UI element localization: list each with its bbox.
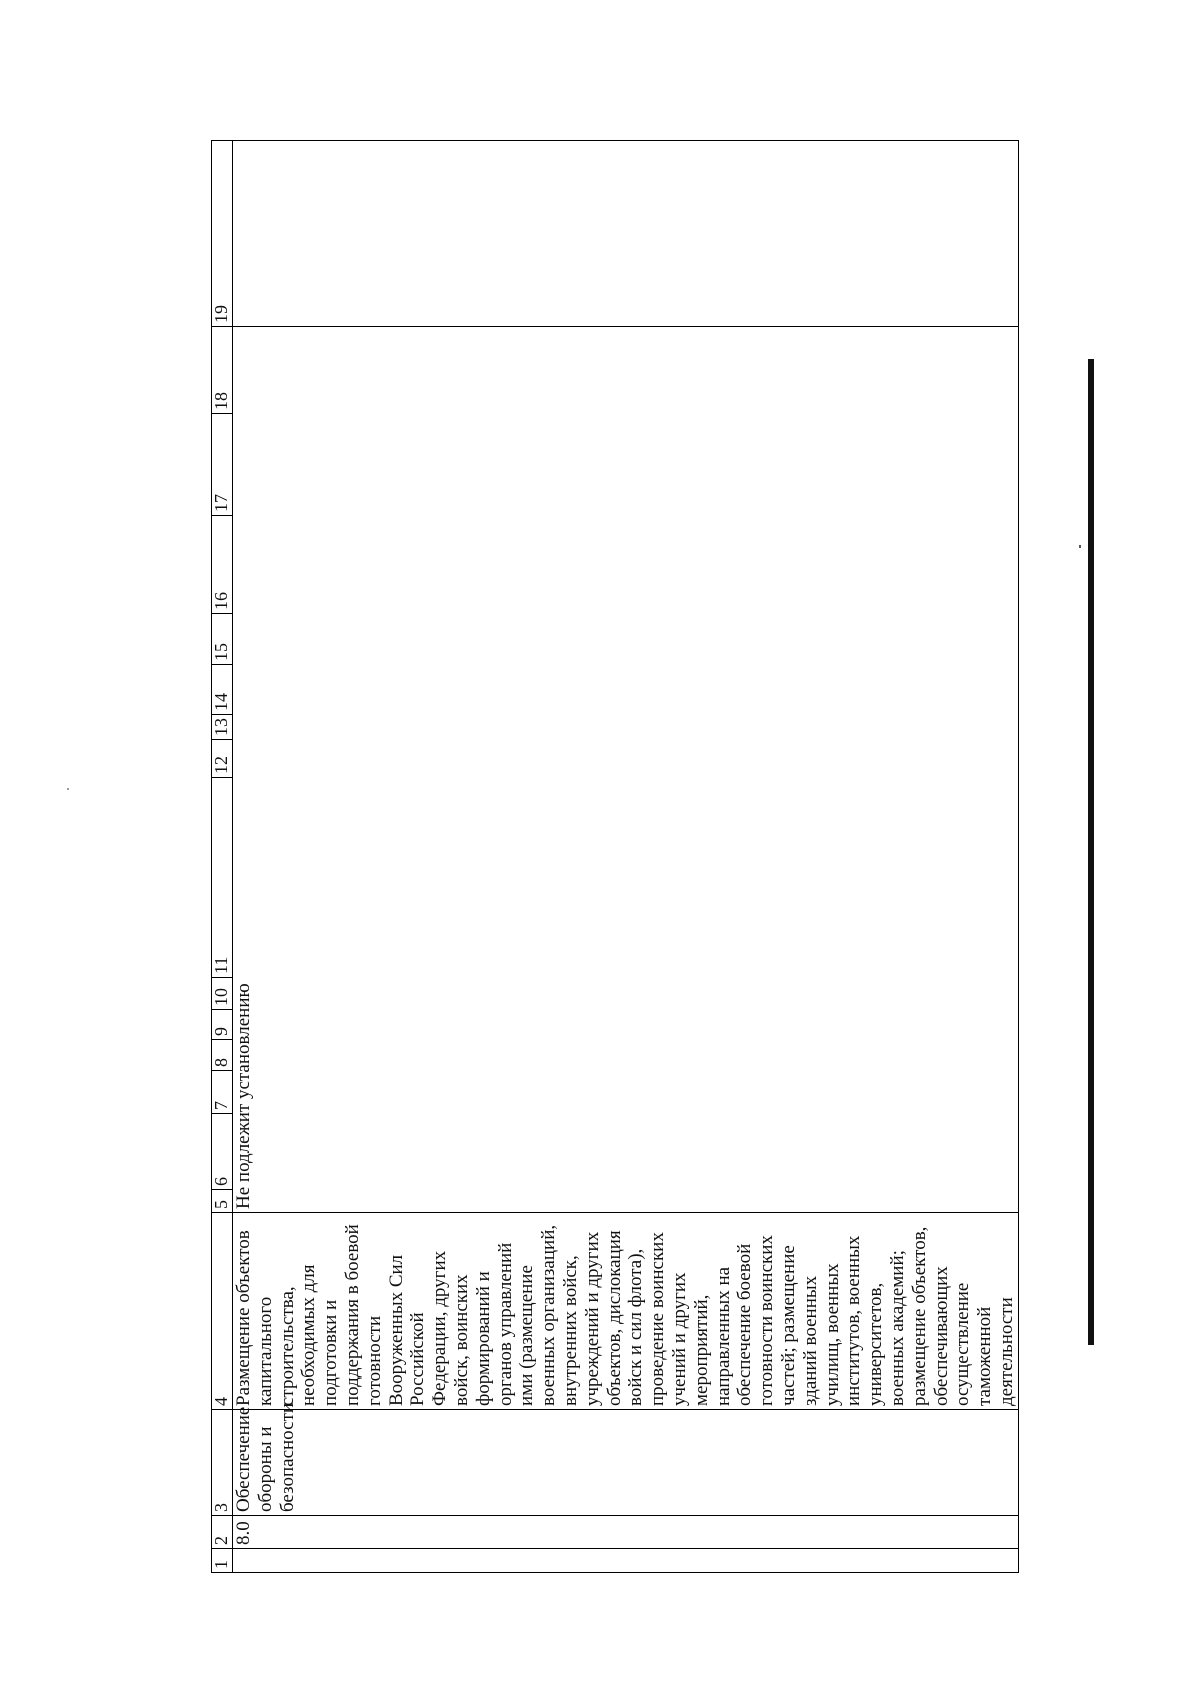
column-number: 4 [212,1213,233,1410]
column-number: 16 [212,516,233,614]
parameters-note-cell: Не подлежит установлению [233,327,1019,1213]
description-cell: Размещение объектов капитального строительства, необходимых для подготовки и поддержания в боевой готовности Вооруженных Сил Российской Федерации, других войск, воинских формирований и органов управлений ими (размещение военных организаций, внутренних войск, учреждений и других объектов, дислокация войск и сил флота), проведение воинских учений и других мероприятий, направленных на обеспечение боевой готовности воинских частей; размещение зданий военных училищ, военных институтов, военных университетов, военных академий; размещение объектов, обеспечивающих осуществление таможенной деятельности [233,1213,1019,1410]
column-number: 1 [212,1549,233,1573]
land-use-table [211,140,1019,1573]
column-number-row [212,141,233,1573]
column-number: 12 [212,740,233,778]
column-number: 11 [212,778,233,978]
scan-speck [1079,545,1081,548]
column-number: 2 [212,1516,233,1549]
empty-cell [233,141,1019,327]
column-number: 13 [212,715,233,740]
column-number: 6 [212,1114,233,1190]
column-number: 17 [212,414,233,516]
column-number: 14 [212,665,233,715]
column-number: 5 [212,1190,233,1213]
column-number: 9 [212,1010,233,1040]
scan-speck [67,788,69,790]
column-number: 19 [212,141,233,327]
column-number: 3 [212,1410,233,1516]
table-row [233,141,1019,1573]
column-number: 8 [212,1040,233,1071]
column-number: 7 [212,1071,233,1114]
margin-vertical-line [1088,359,1094,1345]
rotated-table-page [211,141,1017,1573]
row-index-cell [233,1549,1019,1573]
name-cell: Обеспечение обороны и безопасности [233,1410,1019,1516]
column-number: 18 [212,327,233,414]
column-number: 10 [212,978,233,1010]
code-cell: 8.0 [233,1516,1019,1549]
column-number: 15 [212,614,233,665]
